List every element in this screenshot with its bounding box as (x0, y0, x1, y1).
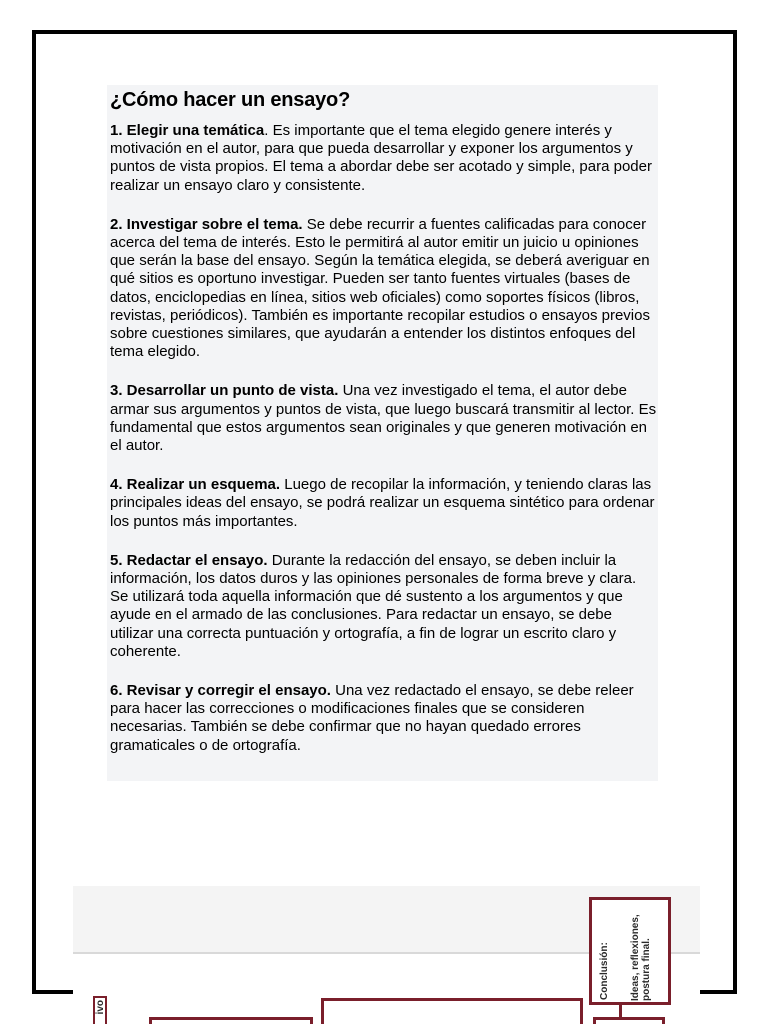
section-3 (110, 382, 658, 455)
section-body: Durante la redacción del ensayo, se deben incluir la información, los datos duros y las opiniones personales de forma breve y clara. Se utilizará toda aquella información que dé sustento a los argumentos y que ayude en el armado de las conclusiones. Para redactar un ensayo, se debe utilizar una correcta puntuación y ortografía, a fin de lograr un escrito claro y coherente. (110, 551, 637, 660)
section-heading: 6. Revisar y corregir el ensayo. (110, 682, 331, 700)
conclusion-detail: Ideas, reflexiones, postura final. (630, 914, 652, 1001)
section-heading: 5. Redactar el ensayo. (110, 551, 268, 569)
diagram-box-a (149, 1017, 313, 1024)
section-body: Se debe recurrir a fuentes calificadas para conocer acerca del tema de interés. Esto le permitirá al autor emitir un juicio u opiniones que serán la base del ensayo. Según la temática elegida, se deberá averiguar en qué sitios es oportuno investigar. Pueden ser tanto fuentes virtuales (bases de datos, enciclopedias en línea, sitios web oficiales) como soportes físicos (libros, revistas, periódicos). También es importante recopilar estudios o ensayos previos sobre cuestiones similares, que ayudarán a entender los distintos enfoques del tema elegido. (110, 215, 650, 361)
section-heading: 4. Realizar un esquema. (110, 476, 281, 494)
document-content (107, 85, 658, 781)
section-1 (110, 122, 658, 195)
conclusion-label: Conclusión: (599, 942, 610, 1000)
diagram-left-box (93, 996, 107, 1024)
section-body: Una vez redactado el ensayo, se debe releer para hacer las correcciones o modificaciones finales que se consideren necesarias. También se debe confirmar que no hayan quedado errores gramaticales o de ortografía. (110, 682, 634, 754)
conclusion-box (589, 897, 671, 1005)
section-5 (110, 552, 658, 661)
section-6 (110, 682, 658, 755)
section-heading: 1. Elegir una temática (110, 122, 265, 139)
diagram-image (73, 886, 700, 1024)
document-title: ¿Cómo hacer un ensayo? (110, 89, 351, 111)
section-body: Luego de recopilar la información, y teniendo claras las principales ideas del ensayo, se podrá realizar un esquema sintético para ordenar los puntos más importantes. (110, 476, 655, 530)
section-heading: 2. Investigar sobre el tema. (110, 215, 303, 233)
section-body: . Es importante que el tema elegido genere interés y motivación en el autor, para que pueda desarrollar y exponer los argumentos y puntos de vista propios. El tema a abordar debe ser acotado y simple, para poder realizar un ensayo claro y consistente. (110, 122, 652, 194)
section-body: Una vez investigado el tema, el autor debe armar sus argumentos y puntos de vista, que luego buscará transmitir al lector. Es fundamental que estos argumentos sean originales y que generen motivación en el autor. (110, 382, 657, 455)
section-2 (110, 216, 658, 362)
diagram-box-c (593, 1017, 665, 1024)
section-4 (110, 476, 658, 531)
left-box-label: ivo (95, 1000, 106, 1015)
diagram-box-b (321, 998, 583, 1024)
section-heading: 3. Desarrollar un punto de vista. (110, 382, 339, 400)
